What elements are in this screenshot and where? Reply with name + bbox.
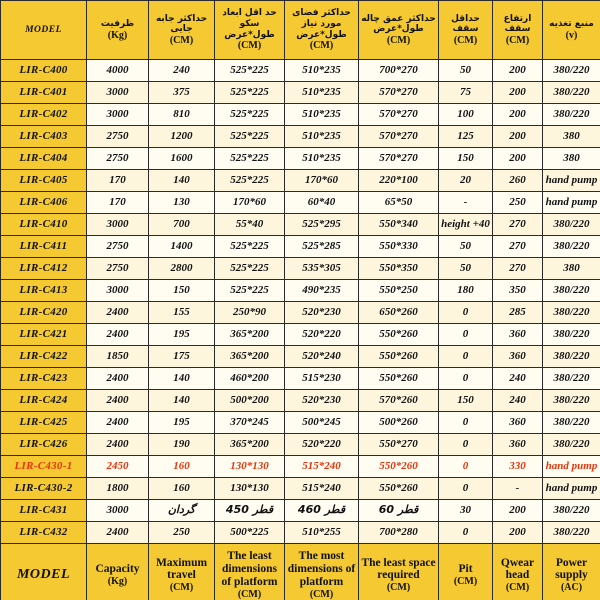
row-cell: 380/220 — [543, 500, 600, 522]
table-row — [1, 302, 600, 324]
table-row — [1, 60, 600, 82]
row-cell: 75 — [439, 82, 493, 104]
row-cell: 520*240 — [285, 346, 359, 368]
row-cell: 380/220 — [543, 236, 600, 258]
table-row — [1, 390, 600, 412]
footer-power-label: Power supply — [555, 556, 588, 582]
header-space-required-unit: (CM) — [386, 35, 411, 47]
row-cell: 520*230 — [285, 390, 359, 412]
row-cell: 2400 — [87, 368, 149, 390]
row-cell: 700*280 — [359, 522, 439, 544]
row-cell: 1850 — [87, 346, 149, 368]
footer-space-required — [359, 544, 439, 600]
header-travel-unit: (CM) — [169, 35, 194, 47]
row-cell: 520*220 — [285, 434, 359, 456]
row-cell: 0 — [439, 412, 493, 434]
footer-power-unit: (AC) — [560, 582, 583, 594]
row-cell: 150 — [439, 148, 493, 170]
row-cell: 2400 — [87, 324, 149, 346]
row-cell: 200 — [493, 126, 543, 148]
table-row — [1, 280, 600, 302]
row-cell: 375 — [149, 82, 215, 104]
row-cell: 370*245 — [215, 412, 285, 434]
row-cell: hand pump — [543, 456, 600, 478]
row-cell: 3000 — [87, 104, 149, 126]
row-model: LIR-C405 — [1, 170, 87, 192]
row-model: LIR-C411 — [1, 236, 87, 258]
footer-capacity-unit: (Kg) — [107, 575, 128, 587]
table-row — [1, 104, 600, 126]
row-cell: 510*255 — [285, 522, 359, 544]
footer-power — [543, 544, 600, 600]
row-cell: 200 — [493, 104, 543, 126]
row-model: LIR-C423 — [1, 368, 87, 390]
footer-travel-unit: (CM) — [169, 582, 194, 594]
header-least-platform-unit: (CM) — [237, 40, 262, 52]
row-cell: 525*225 — [215, 170, 285, 192]
row-model: LIR-C430-2 — [1, 478, 87, 500]
row-model: LIR-C402 — [1, 104, 87, 126]
row-cell: 365*200 — [215, 324, 285, 346]
row-cell: 550*260 — [359, 478, 439, 500]
table-footer-row — [1, 544, 600, 600]
row-cell: 360 — [493, 346, 543, 368]
row-cell: 350 — [493, 280, 543, 302]
table-row — [1, 170, 600, 192]
table-row — [1, 126, 600, 148]
footer-most-platform-unit: (CM) — [309, 588, 334, 600]
header-least-platform-fa2: طول*عرض — [224, 29, 275, 40]
row-cell: 0 — [439, 368, 493, 390]
row-cell: 0 — [439, 522, 493, 544]
row-cell: 380 — [543, 148, 600, 170]
row-cell: 510*235 — [285, 104, 359, 126]
row-cell: 140 — [149, 368, 215, 390]
row-cell: 55*40 — [215, 214, 285, 236]
footer-travel — [149, 544, 215, 600]
row-cell: 515*230 — [285, 368, 359, 390]
row-cell: 220*100 — [359, 170, 439, 192]
row-model: LIR-C432 — [1, 522, 87, 544]
row-cell: 20 — [439, 170, 493, 192]
table-row — [1, 82, 600, 104]
row-cell: 525*225 — [215, 236, 285, 258]
table-header-row — [1, 1, 600, 60]
row-model: LIR-C424 — [1, 390, 87, 412]
row-cell: 175 — [149, 346, 215, 368]
table-row — [1, 368, 600, 390]
row-cell: 550*250 — [359, 280, 439, 302]
row-cell: 380/220 — [543, 214, 600, 236]
header-capacity-fa: ظرفیت — [100, 19, 135, 30]
row-cell: 365*200 — [215, 434, 285, 456]
row-cell: 60*40 — [285, 192, 359, 214]
footer-overhead-unit: (CM) — [505, 582, 530, 594]
row-cell: 500*200 — [215, 390, 285, 412]
row-cell: 4000 — [87, 60, 149, 82]
row-cell: 570*270 — [359, 148, 439, 170]
row-cell: 550*350 — [359, 258, 439, 280]
row-cell: 380/220 — [543, 412, 600, 434]
row-cell: 1200 — [149, 126, 215, 148]
row-cell: 360 — [493, 412, 543, 434]
row-cell: 100 — [439, 104, 493, 126]
header-most-platform-unit: (CM) — [309, 40, 334, 52]
row-cell: height +40 — [439, 214, 493, 236]
row-cell: 550*330 — [359, 236, 439, 258]
table-row — [1, 214, 600, 236]
header-overhead-fa: ارتفاع سقف — [503, 13, 532, 35]
footer-most-platform-label: The most dimensions of platform — [287, 550, 356, 588]
row-cell: 330 — [493, 456, 543, 478]
row-cell: 380/220 — [543, 522, 600, 544]
row-cell: 525*225 — [215, 148, 285, 170]
row-cell: 3000 — [87, 500, 149, 522]
footer-pit-unit: (CM) — [453, 575, 478, 587]
row-cell: 380/220 — [543, 280, 600, 302]
row-cell: 570*270 — [359, 82, 439, 104]
row-cell: 525*225 — [215, 126, 285, 148]
row-cell: 50 — [439, 60, 493, 82]
row-cell: 0 — [439, 302, 493, 324]
table-row — [1, 456, 600, 478]
row-cell: 140 — [149, 390, 215, 412]
header-model: MODEL — [1, 1, 87, 60]
header-most-platform-fa2: طول*عرض — [296, 29, 347, 40]
footer-least-platform-unit: (CM) — [237, 588, 262, 600]
row-model: LIR-C421 — [1, 324, 87, 346]
row-cell: 550*340 — [359, 214, 439, 236]
row-cell: 515*240 — [285, 456, 359, 478]
row-model: LIR-C425 — [1, 412, 87, 434]
row-cell: 1800 — [87, 478, 149, 500]
row-cell: 360 — [493, 434, 543, 456]
row-cell: 525*285 — [285, 236, 359, 258]
footer-most-platform — [285, 544, 359, 600]
row-cell: 2450 — [87, 456, 149, 478]
row-cell: 50 — [439, 236, 493, 258]
row-cell: 240 — [149, 60, 215, 82]
row-cell: 490*235 — [285, 280, 359, 302]
row-cell: - — [439, 192, 493, 214]
row-cell: 2400 — [87, 522, 149, 544]
row-model: LIR-C413 — [1, 280, 87, 302]
row-cell: - — [493, 478, 543, 500]
row-cell: 270 — [493, 236, 543, 258]
row-cell: 30 — [439, 500, 493, 522]
row-cell: 500*225 — [215, 522, 285, 544]
row-cell: 200 — [493, 522, 543, 544]
row-cell: 180 — [439, 280, 493, 302]
header-space-required — [359, 1, 439, 60]
row-cell: 570*270 — [359, 126, 439, 148]
row-cell: 650*260 — [359, 302, 439, 324]
row-cell: 160 — [149, 478, 215, 500]
row-cell: 125 — [439, 126, 493, 148]
row-model: LIR-C400 — [1, 60, 87, 82]
row-cell: hand pump — [543, 192, 600, 214]
row-cell: قطر 450 — [215, 500, 285, 522]
footer-overhead-label: Qwear head — [500, 556, 535, 582]
header-most-platform — [285, 1, 359, 60]
row-cell: 525*225 — [215, 82, 285, 104]
table-row — [1, 412, 600, 434]
footer-space-required-unit: (CM) — [386, 582, 411, 594]
row-cell: 0 — [439, 346, 493, 368]
row-model: LIR-C426 — [1, 434, 87, 456]
header-pit — [439, 1, 493, 60]
row-cell: 200 — [493, 82, 543, 104]
row-cell: 2800 — [149, 258, 215, 280]
row-cell: 700 — [149, 214, 215, 236]
row-cell: 150 — [439, 390, 493, 412]
row-model: LIR-C410 — [1, 214, 87, 236]
row-cell: 570*260 — [359, 390, 439, 412]
row-cell: 380/220 — [543, 82, 600, 104]
header-power-unit: (v) — [565, 29, 578, 41]
row-cell: 2750 — [87, 258, 149, 280]
row-cell: 380/220 — [543, 324, 600, 346]
row-cell: 250*90 — [215, 302, 285, 324]
row-cell: 65*50 — [359, 192, 439, 214]
row-cell: 380/220 — [543, 302, 600, 324]
row-cell: 1600 — [149, 148, 215, 170]
row-cell: 130 — [149, 192, 215, 214]
row-cell: hand pump — [543, 170, 600, 192]
header-overhead — [493, 1, 543, 60]
footer-space-required-label: The least space required — [361, 556, 436, 582]
row-model: LIR-C406 — [1, 192, 87, 214]
footer-pit-label: Pit — [458, 562, 473, 575]
row-cell: قطر 60 — [359, 500, 439, 522]
row-cell: 2400 — [87, 434, 149, 456]
row-cell: 2400 — [87, 412, 149, 434]
row-cell: 2750 — [87, 126, 149, 148]
row-model: LIR-C401 — [1, 82, 87, 104]
row-cell: 260 — [493, 170, 543, 192]
row-cell: 380/220 — [543, 104, 600, 126]
row-cell: 525*225 — [215, 104, 285, 126]
row-cell: 0 — [439, 434, 493, 456]
row-model: LIR-C431 — [1, 500, 87, 522]
header-travel — [149, 1, 215, 60]
row-model: LIR-C412 — [1, 258, 87, 280]
row-cell: 550*260 — [359, 368, 439, 390]
row-cell: 200 — [493, 500, 543, 522]
row-cell: 535*305 — [285, 258, 359, 280]
row-cell: 2400 — [87, 390, 149, 412]
row-cell: 160 — [149, 456, 215, 478]
table-row — [1, 192, 600, 214]
row-cell: 380 — [543, 258, 600, 280]
footer-capacity — [87, 544, 149, 600]
row-cell: 130*130 — [215, 456, 285, 478]
row-cell: 200 — [493, 60, 543, 82]
header-least-platform — [215, 1, 285, 60]
header-space-required-fa: حداکثر عمق چاله — [361, 13, 436, 24]
footer-model: MODEL — [1, 544, 87, 600]
row-cell: 510*235 — [285, 60, 359, 82]
row-cell: 460*200 — [215, 368, 285, 390]
row-cell: 3000 — [87, 82, 149, 104]
row-cell: 195 — [149, 324, 215, 346]
row-cell: 170*60 — [285, 170, 359, 192]
row-cell: 550*260 — [359, 324, 439, 346]
row-cell: 520*230 — [285, 302, 359, 324]
row-cell: 3000 — [87, 214, 149, 236]
row-cell: 380/220 — [543, 434, 600, 456]
row-model: LIR-C430-1 — [1, 456, 87, 478]
row-cell: 2750 — [87, 236, 149, 258]
row-cell: 380/220 — [543, 390, 600, 412]
footer-travel-label: Maximum travel — [155, 556, 208, 582]
row-cell: 525*225 — [215, 280, 285, 302]
footer-least-platform — [215, 544, 285, 600]
footer-pit — [439, 544, 493, 600]
footer-least-platform-label: The least dimensions of platform — [221, 550, 278, 588]
header-pit-fa: حداقل سقف — [451, 13, 480, 35]
table-row — [1, 258, 600, 280]
row-cell: 170 — [87, 170, 149, 192]
table-row — [1, 478, 600, 500]
row-cell: 510*235 — [285, 126, 359, 148]
row-cell: 190 — [149, 434, 215, 456]
header-least-platform-fa: حد اقل ابعاد سکو — [222, 8, 277, 30]
footer-capacity-label: Capacity — [95, 562, 140, 575]
row-model: LIR-C403 — [1, 126, 87, 148]
row-cell: 270 — [493, 214, 543, 236]
row-cell: 285 — [493, 302, 543, 324]
header-power-fa: منبع تغذیه — [549, 19, 594, 30]
row-cell: 520*220 — [285, 324, 359, 346]
row-cell: 0 — [439, 324, 493, 346]
row-cell: 500*260 — [359, 412, 439, 434]
row-cell: hand pump — [543, 478, 600, 500]
row-cell: 510*235 — [285, 82, 359, 104]
row-cell: 510*235 — [285, 148, 359, 170]
row-cell: 170*60 — [215, 192, 285, 214]
table-row — [1, 148, 600, 170]
table-row — [1, 500, 600, 522]
row-cell: 380 — [543, 126, 600, 148]
row-model: LIR-C404 — [1, 148, 87, 170]
table-row — [1, 236, 600, 258]
row-cell: 550*260 — [359, 456, 439, 478]
row-cell: قطر 460 — [285, 500, 359, 522]
table-row — [1, 346, 600, 368]
row-cell: 500*245 — [285, 412, 359, 434]
row-cell: 700*270 — [359, 60, 439, 82]
row-cell: 130*130 — [215, 478, 285, 500]
row-cell: 550*270 — [359, 434, 439, 456]
row-cell: 380/220 — [543, 346, 600, 368]
row-cell: 150 — [149, 280, 215, 302]
table-row — [1, 522, 600, 544]
table-body — [1, 60, 600, 544]
row-cell: 2400 — [87, 302, 149, 324]
row-cell: 195 — [149, 412, 215, 434]
header-overhead-unit: (CM) — [505, 35, 530, 47]
row-cell: 515*240 — [285, 478, 359, 500]
table-row — [1, 434, 600, 456]
row-cell: 155 — [149, 302, 215, 324]
row-cell: 525*225 — [215, 258, 285, 280]
header-travel-fa: حداکثر جابه جایی — [155, 13, 208, 35]
row-cell: 550*260 — [359, 346, 439, 368]
table-row — [1, 324, 600, 346]
row-cell: 2750 — [87, 148, 149, 170]
row-cell: 3000 — [87, 280, 149, 302]
row-cell: 365*200 — [215, 346, 285, 368]
header-space-required-fa2: طول*عرض — [373, 24, 424, 35]
header-most-platform-fa: حداکثر فضای مورد نیاز — [292, 8, 351, 30]
row-cell: 525*295 — [285, 214, 359, 236]
header-pit-unit: (CM) — [453, 35, 478, 47]
row-cell: 240 — [493, 390, 543, 412]
footer-overhead — [493, 544, 543, 600]
row-cell: 0 — [439, 478, 493, 500]
row-model: LIR-C420 — [1, 302, 87, 324]
row-cell: گردان — [149, 500, 215, 522]
row-cell: 810 — [149, 104, 215, 126]
row-cell: 570*270 — [359, 104, 439, 126]
row-cell: 0 — [439, 456, 493, 478]
row-cell: 380/220 — [543, 60, 600, 82]
row-cell: 380/220 — [543, 368, 600, 390]
row-cell: 270 — [493, 258, 543, 280]
row-cell: 525*225 — [215, 60, 285, 82]
row-model: LIR-C422 — [1, 346, 87, 368]
row-cell: 240 — [493, 368, 543, 390]
row-cell: 1400 — [149, 236, 215, 258]
row-cell: 140 — [149, 170, 215, 192]
row-cell: 250 — [149, 522, 215, 544]
row-cell: 170 — [87, 192, 149, 214]
row-cell: 200 — [493, 148, 543, 170]
header-capacity — [87, 1, 149, 60]
row-cell: 50 — [439, 258, 493, 280]
row-cell: 250 — [493, 192, 543, 214]
header-power — [543, 1, 600, 60]
header-capacity-unit: (Kg) — [107, 29, 128, 41]
row-cell: 360 — [493, 324, 543, 346]
